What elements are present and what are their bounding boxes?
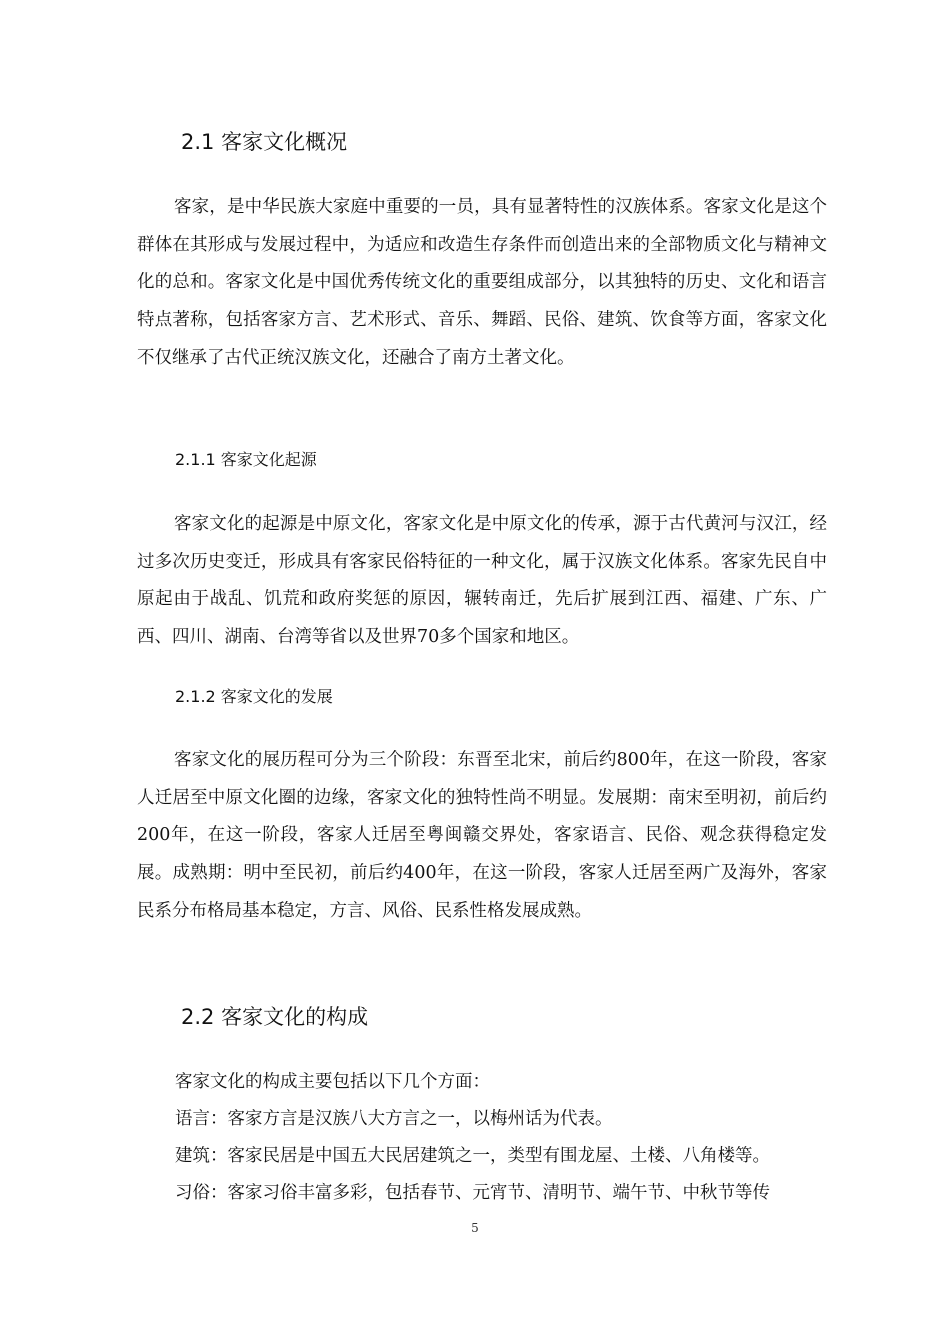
section-2-2-line: 建筑：客家民居是中国五大民居建筑之一，类型有围龙屋、土楼、八角楼等。: [175, 1146, 770, 1166]
page-number: 5: [471, 1221, 479, 1235]
section-heading-2-2: 2.2 客家文化的构成: [181, 1005, 369, 1029]
section-2-1-2-paragraph: 客家文化的展历程可分为三个阶段：东晋至北宋，前后约800年，在这一阶段，客家人迁居至中原文化圈的边缘，客家文化的独特性尚不明显。发展期：南宋至明初，前后约200年，在这一阶段，客家人迁居至粤闽赣交界处，客家语言、民俗、观念获得稳定发展。成熟期：明中至民初，前后约400年，在这一阶段，客家人迁居至两广及海外，客家民系分布格局基本稳定，方言、风俗、民系性格发展成熟。: [137, 750, 827, 921]
section-heading-2-1-2: 2.1.2 客家文化的发展: [175, 687, 333, 706]
section-heading-2-1-1: 2.1.1 客家文化起源: [175, 450, 317, 469]
section-2-1-paragraph: 客家，是中华民族大家庭中重要的一员，具有显著特性的汉族体系。客家文化是这个群体在其形成与发展过程中，为适应和改造生存条件而创造出来的全部物质文化与精神文化的总和。客家文化是中国优秀传统文化的重要组成部分，以其独特的历史、文化和语言特点著称，包括客家方言、艺术形式、音乐、舞蹈、民俗、建筑、饮食等方面，客家文化不仅继承了古代正统汉族文化，还融合了南方土著文化。: [137, 197, 827, 368]
section-2-2-line: 客家文化的构成主要包括以下几个方面：: [175, 1072, 490, 1092]
section-heading-2-1: 2.1 客家文化概况: [181, 130, 348, 154]
section-2-2-line: 语言：客家方言是汉族八大方言之一，以梅州话为代表。: [175, 1109, 613, 1129]
section-2-1-1-paragraph: 客家文化的起源是中原文化，客家文化是中原文化的传承，源于古代黄河与汉江，经过多次历史变迁，形成具有客家民俗特征的一种文化，属于汉族文化体系。客家先民自中原起由于战乱、饥荒和政府奖惩的原因，辗转南迁，先后扩展到江西、福建、广东、广西、四川、湖南、台湾等省以及世界70多个国家和地区。: [137, 514, 827, 648]
section-2-2-line: 习俗：客家习俗丰富多彩，包括春节、元宵节、清明节、端午节、中秋节等传: [175, 1183, 770, 1203]
